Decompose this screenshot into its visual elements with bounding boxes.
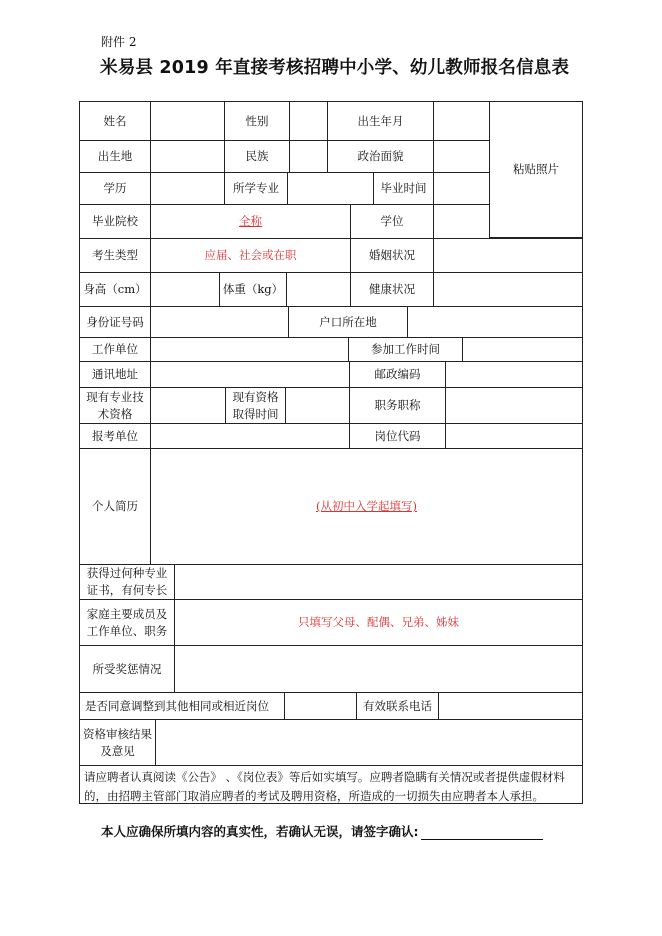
name-label: 姓名 — [79, 101, 151, 141]
signature-line[interactable] — [421, 825, 543, 840]
candidate-type-label: 考生类型 — [79, 238, 151, 273]
qualification-field[interactable] — [150, 387, 226, 424]
qualification-label: 现有专业技术资格 — [79, 387, 151, 424]
education-label: 学历 — [79, 172, 151, 205]
resume-field[interactable]: (从初中入学起填写) — [150, 448, 583, 565]
work-start-field[interactable] — [462, 337, 583, 362]
rewards-label: 所受奖惩情况 — [79, 645, 175, 693]
gender-field[interactable] — [289, 101, 328, 141]
gender-label: 性别 — [224, 101, 290, 141]
grad-time-label: 毕业时间 — [373, 172, 434, 205]
certificates-field[interactable] — [174, 564, 583, 600]
postcode-field[interactable] — [445, 361, 583, 388]
phone-field[interactable] — [438, 692, 583, 720]
marital-field[interactable] — [433, 238, 583, 273]
disclaimer-note: 请应聘者认真阅读《公告》 、《岗位表》等后如实填写。应聘者隐瞒有关情况或者提供虚假材料的，由招聘主管部门取消应聘者的考试及聘用资格，所造成的一切损失由应聘者本人承担。 — [79, 765, 583, 804]
address-label: 通讯地址 — [79, 361, 151, 388]
major-label: 所学专业 — [224, 172, 288, 205]
title-position-label: 职务职称 — [349, 387, 446, 424]
review-field[interactable] — [155, 719, 583, 766]
photo-area[interactable] — [489, 101, 583, 238]
employer-label: 工作单位 — [79, 337, 151, 362]
apply-unit-label: 报考单位 — [79, 423, 151, 449]
school-field[interactable]: 全称 — [150, 204, 351, 239]
post-code-field[interactable] — [445, 423, 583, 449]
family-label: 家庭主要成员及工作单位、职务 — [79, 599, 175, 646]
health-field[interactable] — [433, 272, 583, 307]
political-status-label: 政治面貌 — [327, 140, 434, 173]
height-label: 身高（cm） — [79, 272, 151, 307]
certificates-label: 获得过何种专业证书，有何专长 — [79, 564, 175, 600]
family-field[interactable]: 只填写父母、配偶、兄弟、姊妹 — [174, 599, 583, 646]
weight-label: 体重（kg） — [219, 272, 287, 307]
adjust-field[interactable] — [284, 692, 357, 720]
birthplace-label: 出生地 — [79, 140, 151, 173]
candidate-type-field[interactable]: 应届、社会或在职 — [150, 238, 351, 273]
employer-field[interactable] — [150, 337, 349, 362]
signature-confirmation — [101, 822, 543, 840]
birth-date-label: 出生年月 — [327, 101, 434, 141]
review-label: 资格审核结果及意见 — [79, 719, 156, 766]
school-label: 毕业院校 — [79, 204, 151, 239]
degree-field[interactable] — [433, 204, 490, 239]
ethnicity-field[interactable] — [289, 140, 328, 173]
rewards-field[interactable] — [174, 645, 583, 693]
resume-label: 个人简历 — [79, 448, 151, 565]
postcode-label: 邮政编码 — [349, 361, 446, 388]
education-field[interactable] — [150, 172, 225, 205]
birth-date-field[interactable] — [433, 101, 490, 141]
qual-time-field[interactable] — [285, 387, 350, 424]
work-start-label: 参加工作时间 — [348, 337, 463, 362]
hukou-label: 户口所在地 — [288, 306, 408, 338]
id-number-label: 身份证号码 — [79, 306, 151, 338]
photo-label: 粘贴照片 — [513, 162, 559, 176]
adjust-label: 是否同意调整到其他相同或相近岗位 — [79, 692, 285, 720]
hukou-field[interactable] — [407, 306, 583, 338]
registration-form-table — [79, 101, 583, 804]
political-status-field[interactable] — [433, 140, 490, 173]
post-code-label: 岗位代码 — [349, 423, 446, 449]
form-title: 米易县 2019 年直接考核招聘中小学、幼儿教师报名信息表 — [100, 58, 570, 78]
weight-field[interactable] — [286, 272, 351, 307]
apply-unit-field[interactable] — [150, 423, 350, 449]
height-field[interactable] — [150, 272, 220, 307]
title-position-field[interactable] — [445, 387, 583, 424]
attachment-label: 附件 2 — [101, 35, 137, 49]
id-number-field[interactable] — [150, 306, 289, 338]
phone-label: 有效联系电话 — [356, 692, 439, 720]
confirm-text: 本人应确保所填内容的真实性，若确认无误，请签字确认: — [101, 824, 419, 839]
address-field[interactable] — [150, 361, 350, 388]
degree-label: 学位 — [350, 204, 434, 239]
name-field[interactable] — [150, 101, 225, 141]
birthplace-field[interactable] — [150, 140, 225, 173]
grad-time-field[interactable] — [433, 172, 490, 205]
major-field[interactable] — [287, 172, 374, 205]
qual-time-label: 现有资格取得时间 — [225, 387, 286, 424]
health-label: 健康状况 — [350, 272, 434, 307]
marital-label: 婚姻状况 — [350, 238, 434, 273]
ethnicity-label: 民族 — [224, 140, 290, 173]
